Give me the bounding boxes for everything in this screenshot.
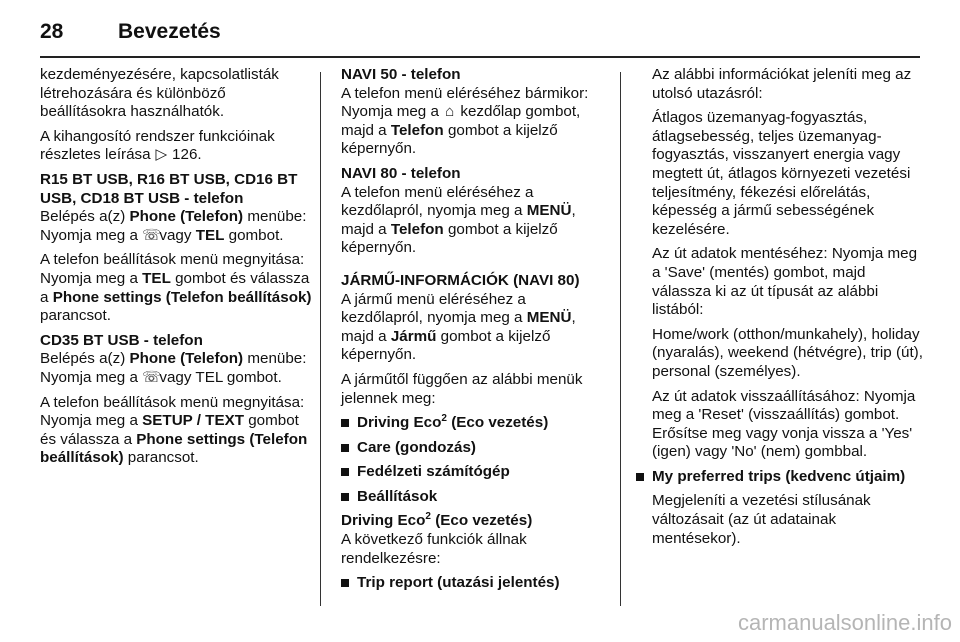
paragraph: A következő funkciók állnak rendelkezésre: bbox=[341, 531, 527, 567]
bullet-square-icon bbox=[341, 419, 349, 427]
paragraph: Belépés a(z) Phone (Telefon) menübe: Nyomja meg a ☏ vagy TEL gombot. bbox=[40, 350, 307, 386]
list-item: My preferred trips (kedvenc útjaim) bbox=[636, 468, 926, 487]
section-heading: NAVI 50 - telefon bbox=[341, 66, 461, 83]
paragraph: Belépés a(z) Phone (Telefon) menübe: Nyomja meg a ☏ vagy TEL gombot. bbox=[40, 208, 307, 244]
column-divider-2 bbox=[620, 72, 621, 606]
list-item: Trip report (utazási jelentés) bbox=[341, 574, 611, 593]
section-heading: Driving Eco$^2$ (Eco vezetés) bbox=[341, 511, 533, 530]
bullet-square-icon bbox=[636, 473, 644, 481]
bullet-square-icon bbox=[341, 579, 349, 587]
page-header bbox=[40, 18, 920, 58]
paragraph: Az út adatok mentéséhez: Nyomja meg a 'Save' (mentés) gombot, majd válassza ki az út típusát az alábbi listából: bbox=[652, 245, 918, 319]
paragraph: A jármű menü eléréséhez a kezdőlapról, nyomja meg a MENÜ, majd a Jármű gombot a kijelző képernyőn. bbox=[341, 290, 576, 364]
paragraph: kezdeményezésére, kapcsolatlisták létrehozására és különböző beállításokra használhatók. bbox=[40, 66, 279, 121]
paragraph: A telefon beállítások menü megnyitása: Nyomja meg a TEL gombot és válassza a Phone settings (Telefon beállítások) parancsot. bbox=[40, 251, 312, 325]
phone-button-icon: ☏ bbox=[142, 226, 162, 244]
chapter-title: Bevezetés bbox=[118, 20, 221, 43]
bullet-square-icon bbox=[341, 444, 349, 452]
bullet-square-icon bbox=[341, 468, 349, 476]
watermark: carmanualsonline.info bbox=[737, 610, 952, 635]
list-item: Care (gondozás) bbox=[341, 439, 611, 458]
column-divider-1 bbox=[320, 72, 321, 606]
paragraph: Átlagos üzemanyag-fogyasztás, átlagsebesség, teljes üzemanyag-fogyasztás, visszanyert energia vagy megtett út, átlagos környezeti vezetési teljesítmény, fékezési előrelátás, képesség a jármű sebességének kezelésére. bbox=[652, 109, 911, 238]
list-item: Driving Eco$^2$ (Eco vezetés) bbox=[341, 414, 611, 433]
page-number: 28 bbox=[40, 20, 64, 43]
section-heading: CD35 BT USB - telefon bbox=[40, 331, 203, 349]
paragraph: Az alábbi információkat jeleníti meg az utolsó utazásról: bbox=[652, 66, 912, 102]
section-heading: NAVI 80 - telefon bbox=[341, 164, 461, 182]
paragraph: Home/work (otthon/munkahely), holiday (nyaralás), weekend (hétvégre), trip (út), personal (személyes). bbox=[652, 325, 923, 380]
list-item: Fedélzeti számítógép bbox=[341, 463, 611, 482]
paragraph: A telefon menü eléréséhez a kezdőlapról, nyomja meg a MENÜ, majd a Telefon gombot a kijelző képernyőn. bbox=[341, 183, 576, 257]
paragraph: A kihangosító rendszer funkcióinak részletes leírása ▷ 126. bbox=[40, 127, 275, 164]
bullet-square-icon bbox=[341, 493, 349, 501]
section-heading: R15 BT USB, R16 BT USB, CD16 BT USB, CD18 BT USB - telefon bbox=[40, 170, 298, 207]
home-icon: ⌂ bbox=[445, 103, 455, 121]
page-reference-icon: ▷ bbox=[155, 146, 168, 164]
section-heading: JÁRMŰ-INFORMÁCIÓK (NAVI 80) bbox=[341, 271, 580, 289]
column-1 bbox=[40, 66, 316, 474]
paragraph: Megjeleníti a vezetési stílusának változásait (az út adatainak mentésekor). bbox=[652, 492, 871, 547]
column-3 bbox=[636, 66, 926, 554]
paragraph: Az út adatok visszaállításához: Nyomja meg a 'Reset' (visszaállítás) gombot. Erősítse meg vagy vonja vissza a 'Yes' (igen) vagy 'No' (nem) gombbal. bbox=[652, 387, 916, 461]
paragraph: A járműtől függően az alábbi menük jelennek meg: bbox=[341, 370, 583, 407]
paragraph: A telefon beállítások menü megnyitása: Nyomja meg a SETUP / TEXT gombot és válassza a Phone settings (Telefon beállítások) parancsot. bbox=[40, 393, 308, 467]
header-divider bbox=[40, 56, 920, 58]
phone-button-icon: ☏ bbox=[142, 368, 162, 386]
paragraph: A telefon menü eléréséhez bármikor: Nyomja meg a ⌂ kezdőlap gombot, majd a Telefon gombot a kijelző képernyőn. bbox=[341, 84, 589, 158]
list-item: Beállítások bbox=[341, 488, 611, 507]
column-2 bbox=[341, 66, 611, 599]
